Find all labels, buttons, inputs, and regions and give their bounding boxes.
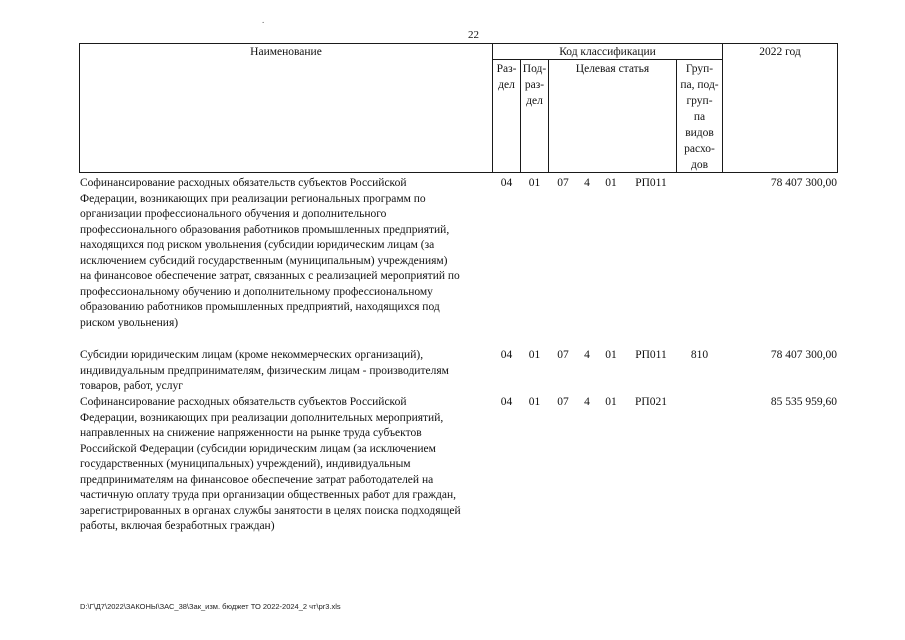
header-razdel-line: дел — [498, 79, 515, 91]
header-group-line: Груп- — [685, 63, 714, 75]
row-target-program: 07 — [557, 396, 569, 408]
row-description-line: на финансовое обеспечение затрат, связанных с реализацией мероприятий по — [80, 270, 460, 282]
row-description-line: Субсидии юридическим лицам (кроме некоммерческих организаций), — [80, 349, 424, 361]
row-description-line: Федерации, возникающих при реализации дополнительных мероприятий, — [80, 411, 444, 424]
row-description — [80, 395, 492, 535]
row-description-line: предпринимателям на финансовое обеспечение затрат работодателей на — [80, 473, 434, 486]
row-description-line: индивидуальным предпринимателям, физическим лицам - производителям — [80, 364, 449, 377]
row-description-line: направленных на снижение напряженности на рынке труда субъектов — [80, 427, 422, 439]
row-description-line: зарегистрированных в органах службы занятости в целях поиска подходящей — [80, 504, 461, 517]
row-description — [80, 348, 492, 395]
row-description-line: товаров, работ, услуг — [80, 380, 183, 392]
row-target-type: 4 — [584, 177, 590, 189]
row-description-line: исключением субсидий государственным (муниципальным) учреждениям) — [80, 254, 448, 267]
header-podrazdel — [521, 61, 548, 109]
row-target-direction: РП021 — [635, 396, 667, 408]
row-target-subprogram: 01 — [605, 396, 617, 408]
row-description-line: Федерации, возникающих при реализации региональных программ по — [80, 192, 426, 205]
row-target-program: 07 — [557, 177, 569, 189]
row-amount: 78 407 300,00 — [770, 349, 837, 361]
row-target-program: 07 — [557, 349, 569, 361]
header-podrazdel-line: дел — [526, 95, 543, 107]
header-bottom-border — [79, 172, 838, 173]
left-border — [79, 43, 80, 172]
table-row — [80, 395, 492, 535]
table-row — [80, 176, 492, 331]
row-description-line: Софинансирование расходных обязательств субъектов Российской — [80, 396, 407, 408]
footer-file-path: D:\Г\Д7\2022\ЗАКОНЫ\ЗАС_38\Зак_изм. бюджет ТО 2022-2024_2 чт\pr3.xls — [80, 602, 341, 611]
row-description-line: профессиональному обучению и дополнительному профессиональному — [80, 285, 433, 298]
row-description-line: находящихся под риском увольнения (субсидии юридическим лицам (за — [80, 239, 435, 251]
row-description-line: Российской Федерации (субсидии юридическим лицам (за исключением — [80, 442, 436, 455]
header-group-line: па — [693, 111, 706, 123]
header-group-line: расхо- — [684, 143, 715, 155]
row-description-line: частичную оплату труда при организации общественных работ для граждан, — [80, 489, 457, 501]
stray-mark: . — [262, 15, 265, 25]
row-description-line: образованию работников промышленных предприятий, находящихся под — [80, 301, 440, 313]
row-target-subprogram: 01 — [605, 177, 617, 189]
row-razdel: 04 — [500, 177, 513, 189]
header-group-line: груп- — [686, 95, 713, 107]
row-group: 810 — [690, 349, 709, 361]
row-target-type: 4 — [584, 396, 590, 408]
row-target-direction: РП011 — [635, 349, 667, 361]
header-podrazdel-line: Под- — [522, 63, 547, 75]
page-number: 22 — [468, 29, 479, 41]
col-divider-year — [722, 43, 723, 172]
row-target-direction: РП011 — [635, 177, 667, 189]
row-description — [80, 176, 492, 331]
row-target-type: 4 — [584, 349, 590, 361]
table-row — [80, 348, 492, 395]
row-podrazdel: 01 — [528, 177, 541, 189]
row-podrazdel: 01 — [528, 396, 541, 408]
row-description-line: риском увольнения) — [80, 316, 179, 329]
row-description-line: работы, включая безработных граждан) — [80, 520, 275, 532]
row-podrazdel: 01 — [528, 349, 541, 361]
header-group — [677, 61, 722, 173]
row-description-line: организации профессионального обучения и дополнительного — [80, 208, 387, 220]
header-group-line: па, под- — [680, 79, 719, 91]
row-razdel: 04 — [500, 349, 513, 361]
header-group-line: видов — [685, 127, 714, 139]
right-border — [837, 43, 838, 172]
row-amount: 85 535 959,60 — [770, 396, 837, 408]
header-razdel-line: Раз- — [496, 63, 517, 75]
row-description-line: Софинансирование расходных обязательств субъектов Российской — [80, 177, 407, 189]
header-podrazdel-line: раз- — [524, 79, 545, 91]
header-group-line: дов — [690, 159, 709, 171]
row-target-subprogram: 01 — [605, 349, 617, 361]
header-name: Наименование — [250, 46, 322, 58]
header-year: 2022 год — [759, 46, 801, 58]
header-razdel — [493, 61, 520, 93]
row-amount: 78 407 300,00 — [770, 177, 837, 189]
header-code: Код классификации — [559, 46, 656, 58]
row-description-line: профессионального образования работников промышленных предприятий, — [80, 223, 450, 236]
header-target: Целевая статья — [575, 63, 650, 75]
row-razdel: 04 — [500, 396, 513, 408]
row-description-line: государственных (муниципальных) учреждений), индивидуальным — [80, 458, 411, 470]
